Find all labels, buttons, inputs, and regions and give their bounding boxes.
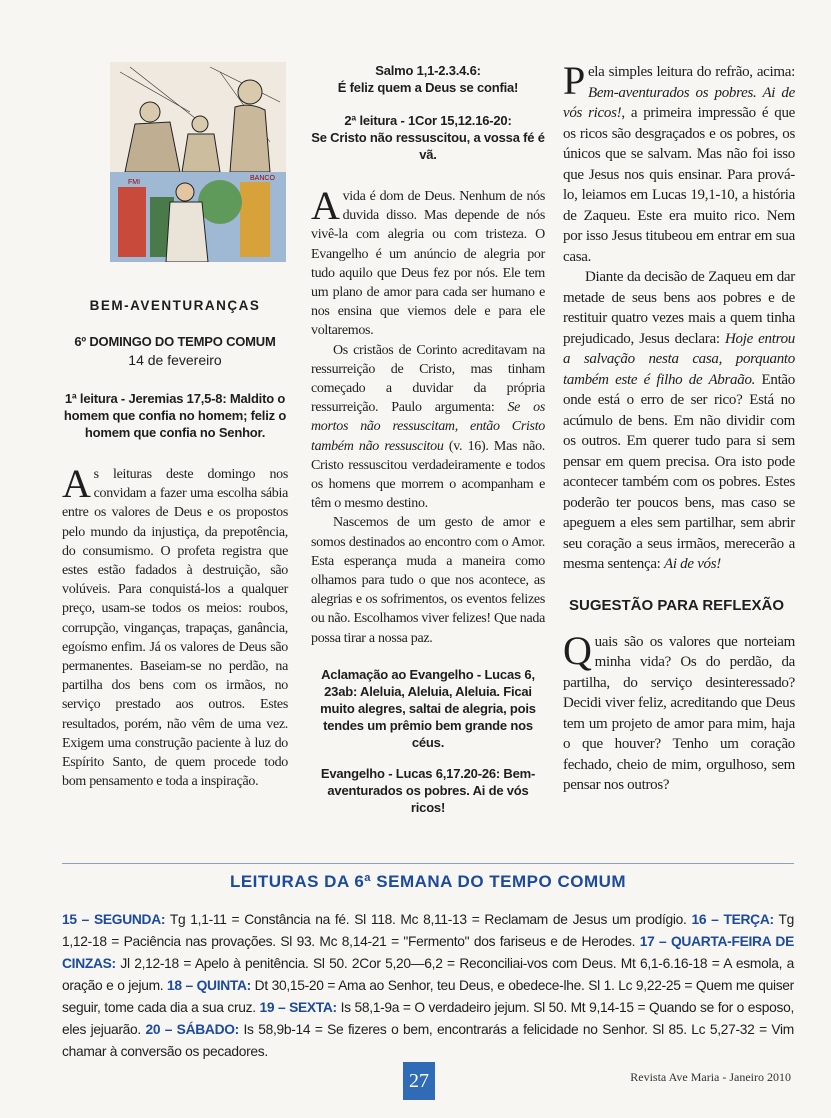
reflection-title: SUGESTÃO PARA REFLEXÃO bbox=[569, 596, 785, 614]
column-right bbox=[563, 58, 796, 796]
gospel-reading: Evangelho - Lucas 6,17.20-26: Bem-aventurados os pobres. Ai de vós ricos! bbox=[320, 765, 536, 815]
beatitudes-illustration bbox=[110, 62, 286, 262]
dropcap: A bbox=[311, 183, 340, 228]
psalm-text: É feliz quem a Deus se confia! bbox=[337, 80, 519, 95]
svg-text:FMI: FMI bbox=[128, 179, 141, 186]
column2-paragraph-3: Nascemos de um gesto de amor e somos destinados ao encontro com o Amor. Esta esperança muda a maneira como olhamos para tudo o que nos acontece, as alegrias e os sofrimentos, os eventos felizes ou não. Escolhamos viver felizes! Que nada possa tirar a nossa paz. bbox=[311, 515, 545, 646]
section-title: BEM-AVENTURANÇAS bbox=[89, 298, 261, 313]
gospel-acclamation: Aclamação ao Evangelho - Lucas 6, 23ab: Aleluia, Aleluia, Aleluia. Ficai muito alegres, saltai de alegria, pois tendes um prêmio bem grande nos céus. bbox=[320, 666, 536, 750]
day-label: 18 – QUINTA: bbox=[167, 978, 251, 993]
column-left bbox=[62, 62, 288, 791]
day-label: 19 – SEXTA: bbox=[259, 1000, 337, 1015]
sunday-date: 14 de fevereiro bbox=[128, 352, 222, 368]
divider bbox=[62, 863, 794, 864]
column1-body: As leituras deste domingo nos convidam a fazer uma escolha sábia entre os valores de Deus e os propostos pelo mundo da injustiça, da prepotência, do consumismo. O profeta registra que estes estão fadados à destruição, são volúveis. Para conquistá-los a qualquer preço, usam-se todos os meios: roubos, corrupção, vinganças, trapaças, ganância, egoísmo enfim. Já os valores de Deus são permanentes. Baseiam-se no perdão, na partilha dos bens com os irmãos, no serviço prestado aos outros. Estes resultados, porém, não vêm de uma vez. Exigem uma construção paciente à luz do Espírito Santo, de quem procede todo bom pensamento e toda a inspiração. bbox=[62, 461, 288, 790]
psalm-ref: Salmo 1,1-2.3.4.6: bbox=[375, 63, 481, 78]
day-label: 15 – SEGUNDA: bbox=[62, 912, 166, 927]
column2-paragraph-1: A vida é dom de Deus. Nenhum de nós duvida disso. Mas depende de nós vivê-la com alegria ou com tristeza. O Evangelho é um anúncio de alegria por tudo aquilo que Deus fez por nós. Ele tem um plano de amor para cada ser humano e nos ensina que viemos dele e para ele voltaremos. bbox=[311, 183, 545, 339]
dropcap: A bbox=[62, 461, 91, 506]
column3-paragraph-3: Quais são os valores que norteiam minha vida? Os do perdão, da partilha, do serviço desinteressado? Decidi viver feliz, acreditando que Deus tem um projeto de amor para mim, haja o que houver? Tenho um coração fechado, cheio de mim, orgulhoso, sem pensar nos outros? bbox=[563, 627, 795, 793]
column2-paragraph-2: Os cristãos de Corinto acreditavam na ressurreição de Cristo, mas tinham começado a duvidar da própria ressurreição. Paulo argumenta: Se os mortos não ressuscitam, então Cristo também não ressuscitou (v. 16). Mas não. Cristo ressuscitou verdadeiramente e todos os homens que morrem o acompanham e têm o mesmo destino. bbox=[311, 342, 545, 512]
page-number: 27 bbox=[403, 1062, 435, 1100]
column3-paragraph-1: Pela simples leitura do refrão, acima: Bem-aventurados os pobres. Ai de vós ricos!, a primeira impressão é que os ricos são desgraçados e os pobres, os únicos que se salvam. Mas não foi isso que Jesus nos quis ensinar. Para prová-lo, leiamos em Lucas 19,1-10, a história de Zaqueu. Este era muito rico. Nem por isso Jesus titubeou em entrar em sua casa. bbox=[563, 58, 796, 265]
weekly-readings: 15 – SEGUNDA: Tg 1,1-11 = Constância na fé. Sl 118. Mc 8,11-13 = Reclamam de Jesus um prodígio. 16 – TERÇA: Tg 1,12-18 = Paciência nas provações. Sl 93. Mc 8,14-21 = "Fermento" dos fariseus e de Herodes. 17 – QUARTA-FEIRA DE CINZAS: Jl 2,12-18 = Apelo à penitência. Sl 50. 2Cor 5,20—6,2 = Reconciliai-vos com Deus. Mt 6,1-6.16-18 = A esmola, a oração e o jejum. 18 – QUINTA: Dt 30,15-20 = Ama ao Senhor, teu Deus, e obedece-lhe. Sl 1. Lc 9,22-25 = Quem me quiser seguir, tome cada dia a sua cruz. 19 – SEXTA: Is 58,1-9a = O verdadeiro jejum. Sl 50. Mt 9,14-15 = Quando se for o esposo, eles jejuarão. 20 – SÁBADO: Is 58,9b-14 = Se fizeres o bem, encontrarás a felicidade no Senhor. Sl 85. Lc 5,27-32 = Vim chamar à conversão os pecadores. bbox=[62, 912, 794, 1059]
dropcap: Q bbox=[563, 627, 592, 673]
column3-paragraph-2: Diante da decisão de Zaqueu em dar metade de seus bens aos pobres e de restituir quatro vezes mais a quem tinha prejudicado, Jesus declara: Hoje entrou a salvação nesta casa, porquanto também este é filho de Abraão. Então onde está o erro de ser rico? Está no acúmulo de bens. Em não dividir com os outros. Em querer tudo para si sem pensar em quem precisa. Ora isto pode acontecer também com os pobres. Estes poderão ter poucos bens, mas caso se apeguem a eles sem partilhar, sem abrir seu coração a seus irmãos, merecerão a mesma sentença: Ai de vós! bbox=[563, 269, 795, 572]
day-label: 17 – QUARTA-FEIRA DE CINZAS: bbox=[62, 934, 794, 971]
sunday-title: 6º DOMINGO DO TEMPO COMUM bbox=[74, 334, 276, 349]
first-reading: 1ª leitura - Jeremias 17,5-8: Maldito o homem que confia no homem; feliz o homem que confia no Senhor. bbox=[63, 391, 287, 440]
column-middle bbox=[311, 62, 545, 816]
dropcap: P bbox=[563, 58, 585, 103]
svg-text:BANCO: BANCO bbox=[250, 175, 275, 182]
weekly-readings-title: LEITURAS DA 6ª SEMANA DO TEMPO COMUM bbox=[229, 872, 627, 891]
second-reading-text: Se Cristo não ressuscitou, a vossa fé é vã. bbox=[311, 130, 545, 162]
day-label: 16 – TERÇA: bbox=[691, 912, 774, 927]
second-reading-ref: 2ª leitura - 1Cor 15,12.16-20: bbox=[344, 113, 512, 128]
publication-footer: Revista Ave Maria - Janeiro 2010 bbox=[630, 1070, 791, 1084]
day-label: 20 – SÁBADO: bbox=[145, 1022, 239, 1037]
